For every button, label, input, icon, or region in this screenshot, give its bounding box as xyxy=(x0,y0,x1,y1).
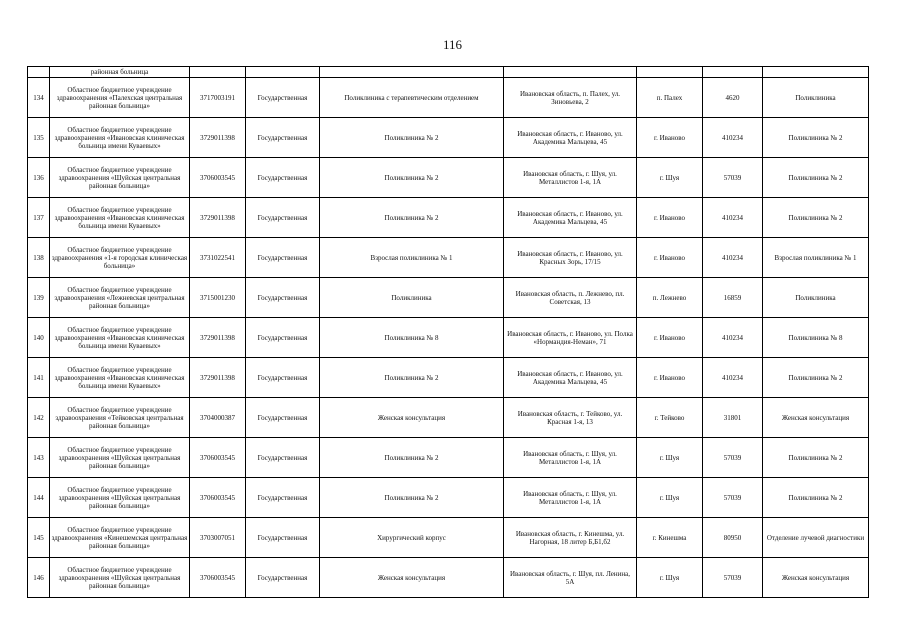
cell-unit: Поликлиника № 2 xyxy=(763,438,869,478)
cell-organization: Областное бюджетное учреждение здравоохранения «Шуйская центральная районная больница» xyxy=(50,438,190,478)
cell-ownership: Государственная xyxy=(246,118,320,158)
cell-address: Ивановская область, г. Иваново, ул. Академика Мальцева, 45 xyxy=(504,358,637,398)
cell-locality: г. Иваново xyxy=(637,118,703,158)
cell-unit: Поликлиника № 8 xyxy=(763,318,869,358)
cell-organization: Областное бюджетное учреждение здравоохранения «Лежневская центральная районная больница» xyxy=(50,278,190,318)
table-row xyxy=(28,478,869,518)
cell-population: 80950 xyxy=(703,518,763,558)
cell-ownership: Государственная xyxy=(246,438,320,478)
cell-facility: Поликлиника xyxy=(320,278,504,318)
cell-ownership: Государственная xyxy=(246,358,320,398)
cell-inn: 3715001230 xyxy=(190,278,246,318)
cell-number: 141 xyxy=(28,358,50,398)
cell-inn: 3729011398 xyxy=(190,318,246,358)
cell-locality: г. Шуя xyxy=(637,558,703,598)
cell-ownership: Государственная xyxy=(246,278,320,318)
page-number: 116 xyxy=(442,37,463,52)
cell-facility: Женская консультация xyxy=(320,558,504,598)
table-row xyxy=(28,78,869,118)
cell-ownership: Государственная xyxy=(246,318,320,358)
cell-number: 143 xyxy=(28,438,50,478)
cell-inn: 3729011398 xyxy=(190,118,246,158)
cell-inn: 3706003545 xyxy=(190,478,246,518)
cell-unit: Женская консультация xyxy=(763,558,869,598)
cell-ownership: Государственная xyxy=(246,478,320,518)
cell-address xyxy=(504,67,637,78)
cell-inn xyxy=(190,67,246,78)
cell-address: Ивановская область, г. Иваново, ул. Академика Мальцева, 45 xyxy=(504,198,637,238)
cell-locality: г. Шуя xyxy=(637,438,703,478)
registry-table xyxy=(27,66,869,598)
cell-inn: 3703007051 xyxy=(190,518,246,558)
cell-organization: Областное бюджетное учреждение здравоохранения «Ивановская клиническая больница имени Куваевых» xyxy=(50,318,190,358)
table-row xyxy=(28,318,869,358)
cell-unit: Поликлиника xyxy=(763,78,869,118)
cell-locality: г. Иваново xyxy=(637,238,703,278)
cell-number: 134 xyxy=(28,78,50,118)
table-row xyxy=(28,278,869,318)
cell-facility xyxy=(320,67,504,78)
cell-number: 139 xyxy=(28,278,50,318)
cell-unit: Женская консультация xyxy=(763,398,869,438)
table-row xyxy=(28,558,869,598)
cell-population: 410234 xyxy=(703,198,763,238)
cell-organization: Областное бюджетное учреждение здравоохранения «Ивановская клиническая больница имени Куваевых» xyxy=(50,198,190,238)
cell-organization: районная больница xyxy=(50,67,190,78)
cell-address: Ивановская область, г. Шуя, пл. Ленина, 5А xyxy=(504,558,637,598)
cell-locality: п. Палех xyxy=(637,78,703,118)
cell-facility: Поликлиника № 2 xyxy=(320,438,504,478)
cell-address: Ивановская область, г. Шуя, ул. Металлистов 1-я, 1А xyxy=(504,478,637,518)
cell-number: 145 xyxy=(28,518,50,558)
cell-population: 410234 xyxy=(703,238,763,278)
cell-ownership: Государственная xyxy=(246,398,320,438)
table-row xyxy=(28,118,869,158)
cell-number: 138 xyxy=(28,238,50,278)
cell-inn: 3729011398 xyxy=(190,358,246,398)
cell-organization: Областное бюджетное учреждение здравоохранения «Кинешемская центральная районная больница» xyxy=(50,518,190,558)
cell-population: 57039 xyxy=(703,558,763,598)
cell-number: 137 xyxy=(28,198,50,238)
cell-address: Ивановская область, г. Шуя, ул. Металлистов 1-я, 1А xyxy=(504,438,637,478)
cell-inn: 3704000387 xyxy=(190,398,246,438)
cell-unit: Поликлиника xyxy=(763,278,869,318)
cell-unit: Поликлиника № 2 xyxy=(763,158,869,198)
cell-population: 4620 xyxy=(703,78,763,118)
cell-organization: Областное бюджетное учреждение здравоохранения «Шуйская центральная районная больница» xyxy=(50,478,190,518)
cell-locality: г. Иваново xyxy=(637,358,703,398)
cell-number: 140 xyxy=(28,318,50,358)
cell-facility: Поликлиника № 2 xyxy=(320,158,504,198)
cell-population xyxy=(703,67,763,78)
cell-unit: Поликлиника № 2 xyxy=(763,118,869,158)
cell-number: 135 xyxy=(28,118,50,158)
cell-ownership: Государственная xyxy=(246,78,320,118)
cell-unit: Поликлиника № 2 xyxy=(763,198,869,238)
table-row xyxy=(28,518,869,558)
table-row xyxy=(28,358,869,398)
cell-locality: г. Тейково xyxy=(637,398,703,438)
cell-inn: 3731022541 xyxy=(190,238,246,278)
cell-address: Ивановская область, г. Иваново, ул. Красных Зорь, 17/15 xyxy=(504,238,637,278)
table-row xyxy=(28,238,869,278)
cell-address: Ивановская область, г. Тейково, ул. Красная 1-я, 13 xyxy=(504,398,637,438)
cell-inn: 3717003191 xyxy=(190,78,246,118)
cell-organization: Областное бюджетное учреждение здравоохранения «Ивановская клиническая больница имени Куваевых» xyxy=(50,358,190,398)
cell-organization: Областное бюджетное учреждение здравоохранения «1-я городская клиническая больница» xyxy=(50,238,190,278)
cell-inn: 3706003545 xyxy=(190,158,246,198)
table-row xyxy=(28,398,869,438)
cell-organization: Областное бюджетное учреждение здравоохранения «Ивановская клиническая больница имени Куваевых» xyxy=(50,118,190,158)
cell-inn: 3706003545 xyxy=(190,558,246,598)
cell-unit xyxy=(763,67,869,78)
cell-ownership: Государственная xyxy=(246,558,320,598)
cell-address: Ивановская область, г. Шуя, ул. Металлистов 1-я, 1А xyxy=(504,158,637,198)
cell-ownership: Государственная xyxy=(246,198,320,238)
cell-population: 410234 xyxy=(703,318,763,358)
cell-unit: Поликлиника № 2 xyxy=(763,358,869,398)
table-row xyxy=(28,158,869,198)
cell-population: 410234 xyxy=(703,358,763,398)
cell-unit: Взрослая поликлиника № 1 xyxy=(763,238,869,278)
table-row xyxy=(28,438,869,478)
cell-organization: Областное бюджетное учреждение здравоохранения «Тейковская центральная районная больница» xyxy=(50,398,190,438)
cell-facility: Поликлиника № 2 xyxy=(320,118,504,158)
cell-population: 410234 xyxy=(703,118,763,158)
cell-number: 146 xyxy=(28,558,50,598)
cell-organization: Областное бюджетное учреждение здравоохранения «Шуйская центральная районная больница» xyxy=(50,158,190,198)
table-row xyxy=(28,198,869,238)
cell-population: 57039 xyxy=(703,438,763,478)
cell-number xyxy=(28,67,50,78)
cell-facility: Поликлиника № 2 xyxy=(320,478,504,518)
cell-facility: Взрослая поликлиника № 1 xyxy=(320,238,504,278)
cell-inn: 3729011398 xyxy=(190,198,246,238)
cell-ownership: Государственная xyxy=(246,238,320,278)
cell-locality: г. Шуя xyxy=(637,478,703,518)
cell-population: 16859 xyxy=(703,278,763,318)
cell-population: 31801 xyxy=(703,398,763,438)
cell-number: 142 xyxy=(28,398,50,438)
cell-ownership xyxy=(246,67,320,78)
cell-facility: Хирургический корпус xyxy=(320,518,504,558)
cell-number: 144 xyxy=(28,478,50,518)
cell-facility: Поликлиника № 8 xyxy=(320,318,504,358)
cell-ownership: Государственная xyxy=(246,518,320,558)
cell-address: Ивановская область, п. Лежнево, пл. Советская, 13 xyxy=(504,278,637,318)
cell-address: Ивановская область, г. Иваново, ул. Полка «Нормандия-Неман», 71 xyxy=(504,318,637,358)
cell-locality: г. Иваново xyxy=(637,318,703,358)
cell-unit: Отделение лучевой диагностики xyxy=(763,518,869,558)
cell-facility: Поликлиника с терапевтическим отделением xyxy=(320,78,504,118)
cell-locality: г. Иваново xyxy=(637,198,703,238)
cell-population: 57039 xyxy=(703,478,763,518)
cell-number: 136 xyxy=(28,158,50,198)
cell-facility: Женская консультация xyxy=(320,398,504,438)
cell-organization: Областное бюджетное учреждение здравоохранения «Палехская центральная районная больница» xyxy=(50,78,190,118)
cell-locality: п. Лежнево xyxy=(637,278,703,318)
cell-unit: Поликлиника № 2 xyxy=(763,478,869,518)
cell-ownership: Государственная xyxy=(246,158,320,198)
cell-facility: Поликлиника № 2 xyxy=(320,358,504,398)
cell-address: Ивановская область, п. Палех, ул. Зиновьева, 2 xyxy=(504,78,637,118)
cell-population: 57039 xyxy=(703,158,763,198)
cell-organization: Областное бюджетное учреждение здравоохранения «Шуйская центральная районная больница» xyxy=(50,558,190,598)
cell-address: Ивановская область, г. Иваново, ул. Академика Мальцева, 45 xyxy=(504,118,637,158)
table-row-continuation xyxy=(28,67,869,78)
cell-inn: 3706003545 xyxy=(190,438,246,478)
cell-facility: Поликлиника № 2 xyxy=(320,198,504,238)
cell-locality xyxy=(637,67,703,78)
cell-locality: г. Шуя xyxy=(637,158,703,198)
cell-address: Ивановская область, г. Кинешма, ул. Нагорная, 18 литер Б,Б1,б2 xyxy=(504,518,637,558)
cell-locality: г. Кинешма xyxy=(637,518,703,558)
